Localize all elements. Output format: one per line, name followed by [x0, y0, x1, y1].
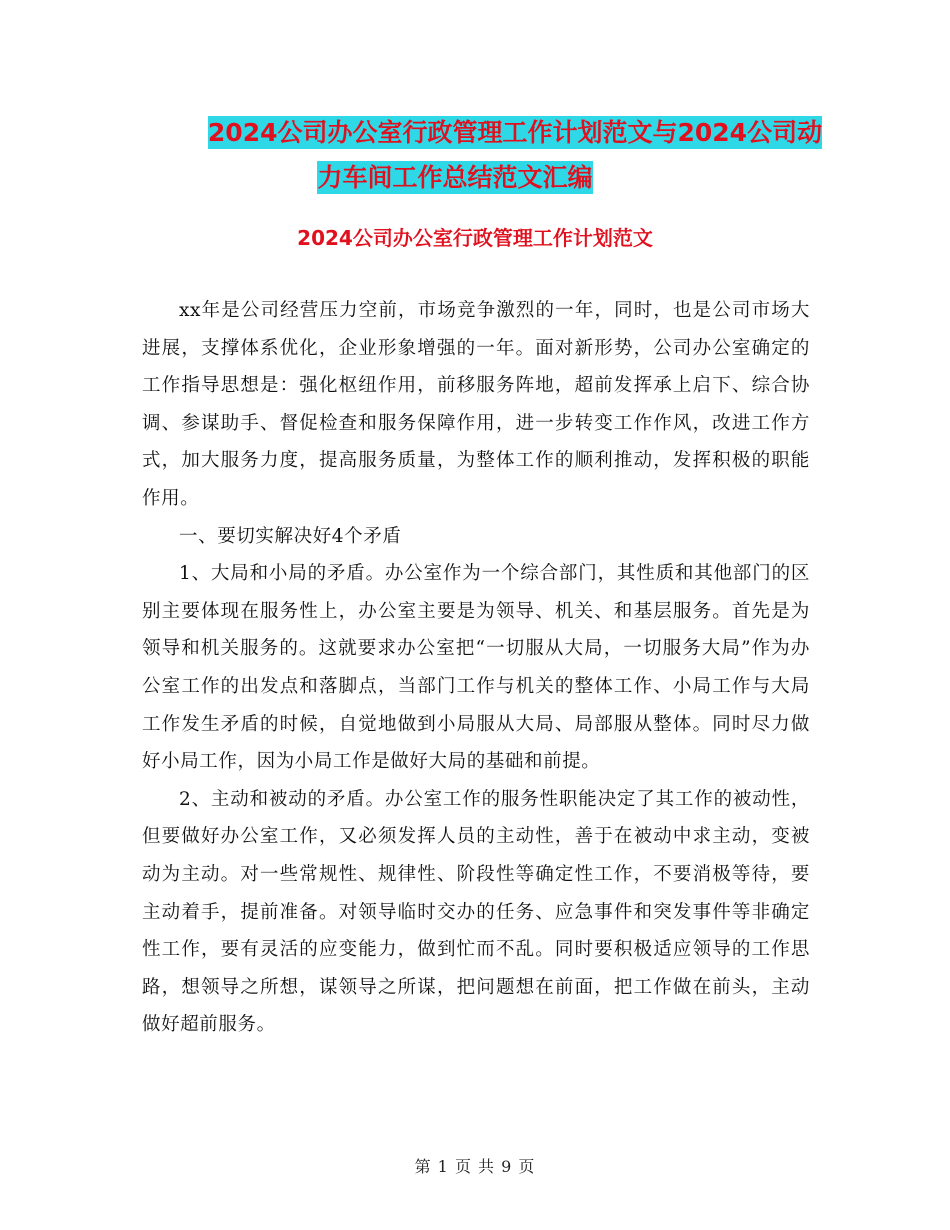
- paragraph-item-1: 1、大局和小局的矛盾。办公室作为一个综合部门，其性质和其他部门的区别主要体现在服务性上，办公室主要是为领导、机关、和基层服务。首先是为领导和机关服务的。这就要求办公室把“一切服从大局，一切服务大局”作为办公室工作的出发点和落脚点，当部门工作与机关的整体工作、小局工作与大局工作发生矛盾的时候，自觉地做到小局服从大局、局部服从整体。同时尽力做好小局工作，因为小局工作是做好大局的基础和前提。: [142, 563, 810, 773]
- document-title-line-1: [40, 110, 950, 155]
- paragraph-item-2: 2、主动和被动的矛盾。办公室工作的服务性职能决定了其工作的被动性，但要做好办公室工作，又必须发挥人员的主动性，善于在被动中求主动，变被动为主动。对一些常规性、规律性、阶段性等确定性工作，不要消极等待，要主动着手，提前准备。对领导临时交办的任务、应急事件和突发事件等非确定性工作，要有灵活的应变能力，做到忙而不乱。同时要积极适应领导的工作思路，想领导之所想，谋领导之所谋，把问题想在前面，把工作做在前头，主动做好超前服务。: [142, 788, 810, 1036]
- paragraph-heading-1: 一、要切实解决好4个矛盾: [179, 525, 402, 547]
- paragraph-intro: xx年是公司经营压力空前，市场竞争激烈的一年，同时，也是公司市场大进展，支撑体系优化，企业形象增强的一年。面对新形势，公司办公室确定的工作指导思想是：强化枢纽作用，前移服务阵地，超前发挥承上启下、综合协调、参谋助手、督促检查和服务保障作用，进一步转变工作作风，改进工作方式，加大服务力度，提高服务质量，为整体工作的顺利推动，发挥积极的职能作用。: [142, 300, 810, 509]
- document-title: [0, 110, 950, 200]
- document-title-line-2-text: 力车间工作总结范文汇编: [317, 163, 593, 192]
- document-title-line-2: [0, 155, 930, 200]
- page-footer: 第 1 页 共 9 页: [414, 1157, 536, 1176]
- document-body: [142, 292, 810, 1044]
- document-title-line-1-text: 2024公司办公室行政管理工作计划范文与2024公司动: [207, 118, 823, 147]
- section-title: 2024公司办公室行政管理工作计划范文: [297, 226, 653, 250]
